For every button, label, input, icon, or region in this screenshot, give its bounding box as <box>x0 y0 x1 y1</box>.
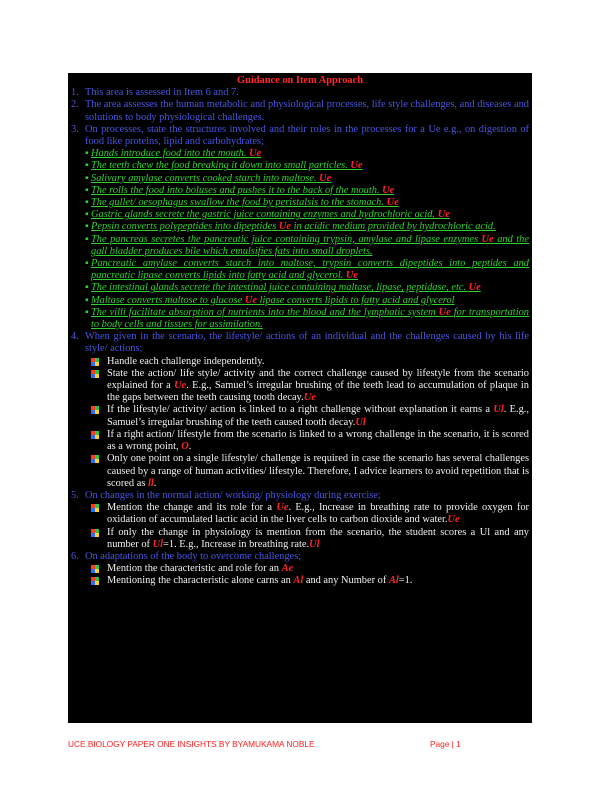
digestion-step <box>71 258 529 282</box>
score-mark: Ue <box>345 270 359 282</box>
digestion-step <box>71 295 529 307</box>
page-title: Guidance on Item Approach <box>237 75 363 86</box>
windows-flag-icon <box>91 358 99 366</box>
score-mark: Ue <box>382 184 395 196</box>
square-bullet-icon: ▪ <box>85 221 89 233</box>
windows-flag-icon <box>91 504 99 512</box>
score-mark: Ue <box>319 172 332 184</box>
square-bullet-icon: ▪ <box>85 197 89 209</box>
digestion-step-text: Gastric glands secrete the gastric juice containing enzymes and hydrochloric acid. <box>91 209 436 221</box>
digestion-step <box>71 234 529 258</box>
digestion-step <box>71 282 529 294</box>
digestion-step-text: Pepsin converts polypeptides into dipeptides <box>91 221 277 233</box>
digestion-step <box>71 148 529 160</box>
numbered-item-6: 6. On adaptations of the body to overcome challenges; <box>71 550 302 562</box>
page-footer <box>68 739 532 749</box>
digestion-step-text: Maltase converts maltose to glucose <box>91 294 243 306</box>
digestion-step-text: Hands introduce food into the mouth. <box>91 148 247 160</box>
square-bullet-icon: ▪ <box>85 233 89 245</box>
numbered-item-1: 1. This area is assessed in Item 6 and 7. <box>71 87 239 99</box>
score-mark: Ue <box>249 148 262 160</box>
square-bullet-icon: ▪ <box>85 160 89 172</box>
digestion-step-text: The pancreas secretes the pancreatic juice containing trypsin, amylase and lipase enzymes <box>91 233 478 245</box>
windows-flag-icon <box>91 577 99 585</box>
digestion-step <box>71 307 529 331</box>
lifestyle-point: Handle each challenge independently. <box>71 356 529 368</box>
score-mark: Ue <box>481 233 494 245</box>
digestion-step <box>71 209 529 221</box>
digestion-step <box>71 221 529 233</box>
numbered-item-2: 2. The area assesses the human metabolic and physiological processes, life style challenges, and diseases and solutions to body physiological challenges. <box>71 99 529 123</box>
windows-flag-icon <box>91 431 99 439</box>
adaptation-point: Mention the characteristic and role for an Ae <box>71 563 529 575</box>
square-bullet-icon: ▪ <box>85 306 89 318</box>
square-bullet-icon: ▪ <box>85 209 89 221</box>
score-mark: Ue <box>468 282 481 294</box>
square-bullet-icon: ▪ <box>85 258 89 270</box>
digestion-step-text: The rolls the food into boluses and pushes it to the back of the mouth. <box>91 184 380 196</box>
exercise-point: Mention the change and its role for a Ue. E.g., Increase in breathing rate to provide oxygen for oxidation of accumulated lactic acid in the liver cells to carbon dioxide and water.Ue <box>71 502 529 526</box>
windows-flag-icon <box>91 370 99 378</box>
score-mark: Ue <box>350 160 363 172</box>
guidance-panel <box>68 73 532 723</box>
score-mark: Ue <box>278 221 291 233</box>
digestion-step-continuation: for transportation to body cells and tissues for assimilation. <box>91 306 529 331</box>
digestion-step-text: Salivary amylase converts cooked starch into maltose. <box>91 172 317 184</box>
digestion-step-continuation: lipase converts lipids to fatty acid and glycerol <box>259 294 455 306</box>
lifestyle-point: Only one point on a single lifestyle/ challenge is required in case the scenario has several challenges caused by a range of human activities/ lifestyle. Therefore, I advice learners to avoid repetition that is scored as ll. <box>71 453 529 490</box>
digestion-step-text: The gullet/ oesophagus swallow the food by peristalsis to the stomach. <box>91 197 384 209</box>
numbered-item-5: 5. On changes in the normal action/ working/ physiology during exercise; <box>71 489 381 501</box>
digestion-step-continuation: and the gall bladder produces bile which emulsifies fats into small droplets. <box>91 233 529 257</box>
windows-flag-icon <box>91 455 99 463</box>
digestion-step-text: The teeth chew the food breaking it down into small particles. <box>91 160 348 172</box>
square-bullet-icon: ▪ <box>85 148 89 160</box>
score-mark: Ue <box>386 197 399 209</box>
digestion-step-text: The intestinal glands secrete the intestinal juice containing maltase, lipase, peptidase, etc. <box>91 282 467 294</box>
score-mark: Ue <box>244 294 257 306</box>
digestion-step <box>71 197 529 209</box>
windows-flag-icon <box>91 565 99 573</box>
adaptation-point: Mentioning the characteristic alone carns an Al and any Number of Al=1. <box>71 575 529 587</box>
digestion-step <box>71 185 529 197</box>
lifestyle-point: If the lifestyle/ activity/ action is linked to a right challenge without explanation it earns a Ul. E.g., Samuel’s irregular brushing of the teeth caused tooth decay.Ul <box>71 404 529 428</box>
footer-credit: UCE BIOLOGY PAPER ONE INSIGHTS BY BYAMUKAMA NOBLE <box>68 739 315 749</box>
digestion-step <box>71 173 529 185</box>
score-mark: Ue <box>438 306 451 318</box>
square-bullet-icon: ▪ <box>85 184 89 196</box>
digestion-step-continuation: in acidic medium provided by hydrochloric acid. <box>293 221 496 233</box>
digestion-step <box>71 160 529 172</box>
numbered-item-3: 3. On processes, state the structures involved and their roles in the processes for a Ue e.g., on digestion of food like proteins, lipid and carbohydrates; <box>71 123 529 148</box>
exercise-point: If only the change in physiology is mention from the scenario, the student scores a Ul and any number of Ul=1. E.g., Increase in breathing rate.Ul <box>71 527 529 551</box>
digestion-list <box>71 148 529 331</box>
windows-flag-icon <box>91 406 99 414</box>
lifestyle-point: If a right action/ lifestyle from the scenario is linked to a wrong challenge in the scenario, it is scored as a wrong point, O. <box>71 429 529 453</box>
score-mark: Ue <box>437 209 450 221</box>
square-bullet-icon: ▪ <box>85 172 89 184</box>
lifestyle-point: State the action/ life style/ activity and the correct challenge caused by lifestyle from the scenario explained for a Ue. E.g., Samuel’s irregular brushing of the teeth lead to accumulation of plaque in the gaps between the teeth causing tooth decay.Ue <box>71 368 529 405</box>
page-number: Page | 1 <box>430 739 461 749</box>
digestion-step-text: Pancreatic amylase converts starch into maltose, trypsin converts dipeptides into peptides and pancreatic lipase converts lipids into fatty acid and glycerol. <box>91 258 529 282</box>
square-bullet-icon: ▪ <box>85 294 89 306</box>
numbered-item-4: 4. When given in the scenario, the lifestyle/ actions of an individual and the challenges caused by his life style/ actions; <box>71 331 529 355</box>
digestion-step-text: The villi facilitate absorption of nutrients into the blood and the lymphatic system <box>91 306 436 318</box>
square-bullet-icon: ▪ <box>85 282 89 294</box>
windows-flag-icon <box>91 529 99 537</box>
